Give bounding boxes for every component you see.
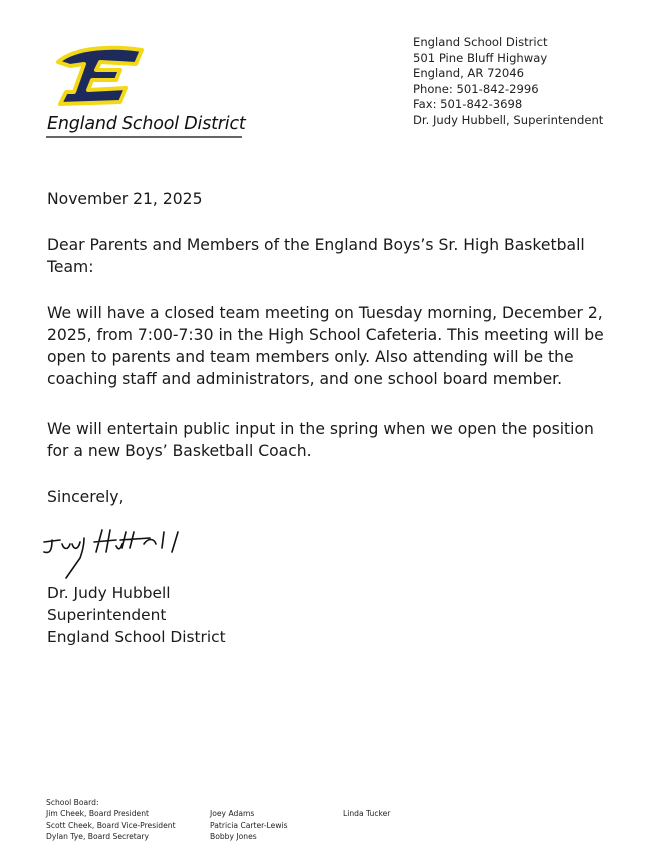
address-line: England School District xyxy=(413,35,548,49)
board-member: Scott Cheek, Board Vice-President xyxy=(46,820,176,830)
e-logo-icon xyxy=(46,40,146,110)
salutation-line: Team: xyxy=(47,258,94,276)
paragraph-line: coaching staff and administrators, and one school board member. xyxy=(47,370,563,388)
signer-name: Dr. Judy Hubbell xyxy=(47,584,171,602)
signer-title: Superintendent xyxy=(47,606,167,624)
signature-icon xyxy=(40,520,220,580)
school-board-column-3 xyxy=(343,808,390,819)
address-block xyxy=(413,35,603,129)
superintendent-line: Dr. Judy Hubbell, Superintendent xyxy=(413,112,604,127)
paragraph-public-input xyxy=(47,418,594,462)
board-member: Dylan Tye, Board Secretary xyxy=(46,832,150,842)
signer-organization: England School District xyxy=(47,628,226,646)
paragraph-line: 2025, from 7:00-7:30 in the High School Cafeteria. This meeting will be xyxy=(47,326,604,344)
school-board-heading: School Board: xyxy=(46,798,99,807)
school-board-column-2 xyxy=(210,808,288,842)
paragraph-line: for a new Boys’ Basketball Coach. xyxy=(47,442,312,460)
board-member: Bobby Jones xyxy=(210,832,257,842)
address-line: England, AR 72046 xyxy=(413,66,524,81)
signer-block xyxy=(47,582,226,648)
paragraph-line: open to parents and team members only. Also attending will be the xyxy=(47,348,574,366)
paragraph-meeting xyxy=(47,302,604,390)
handwritten-signature xyxy=(40,520,220,584)
salutation xyxy=(47,234,585,278)
address-line: 501 Pine Bluff Highway xyxy=(413,50,548,65)
school-board-column-1 xyxy=(46,797,176,843)
board-member: Joey Adams xyxy=(210,809,255,819)
paragraph-line: We will have a closed team meeting on Tuesday morning, December 2, xyxy=(47,304,603,322)
letter-date: November 21, 2025 xyxy=(47,190,203,208)
board-member: Linda Tucker xyxy=(343,809,391,819)
paragraph-line: We will entertain public input in the spring when we open the position xyxy=(47,420,594,438)
closing: Sincerely, xyxy=(47,488,124,506)
district-name: England School District xyxy=(47,114,246,134)
fax: Fax: 501-842-3698 xyxy=(413,97,523,112)
salutation-line: Dear Parents and Members of the England Boys’s Sr. High Basketball xyxy=(47,236,585,254)
board-member: Patricia Carter-Lewis xyxy=(210,820,288,830)
phone: Phone: 501-842-2996 xyxy=(413,81,539,96)
board-member: Jim Cheek, Board President xyxy=(46,809,149,819)
letterhead-underline xyxy=(46,136,242,138)
